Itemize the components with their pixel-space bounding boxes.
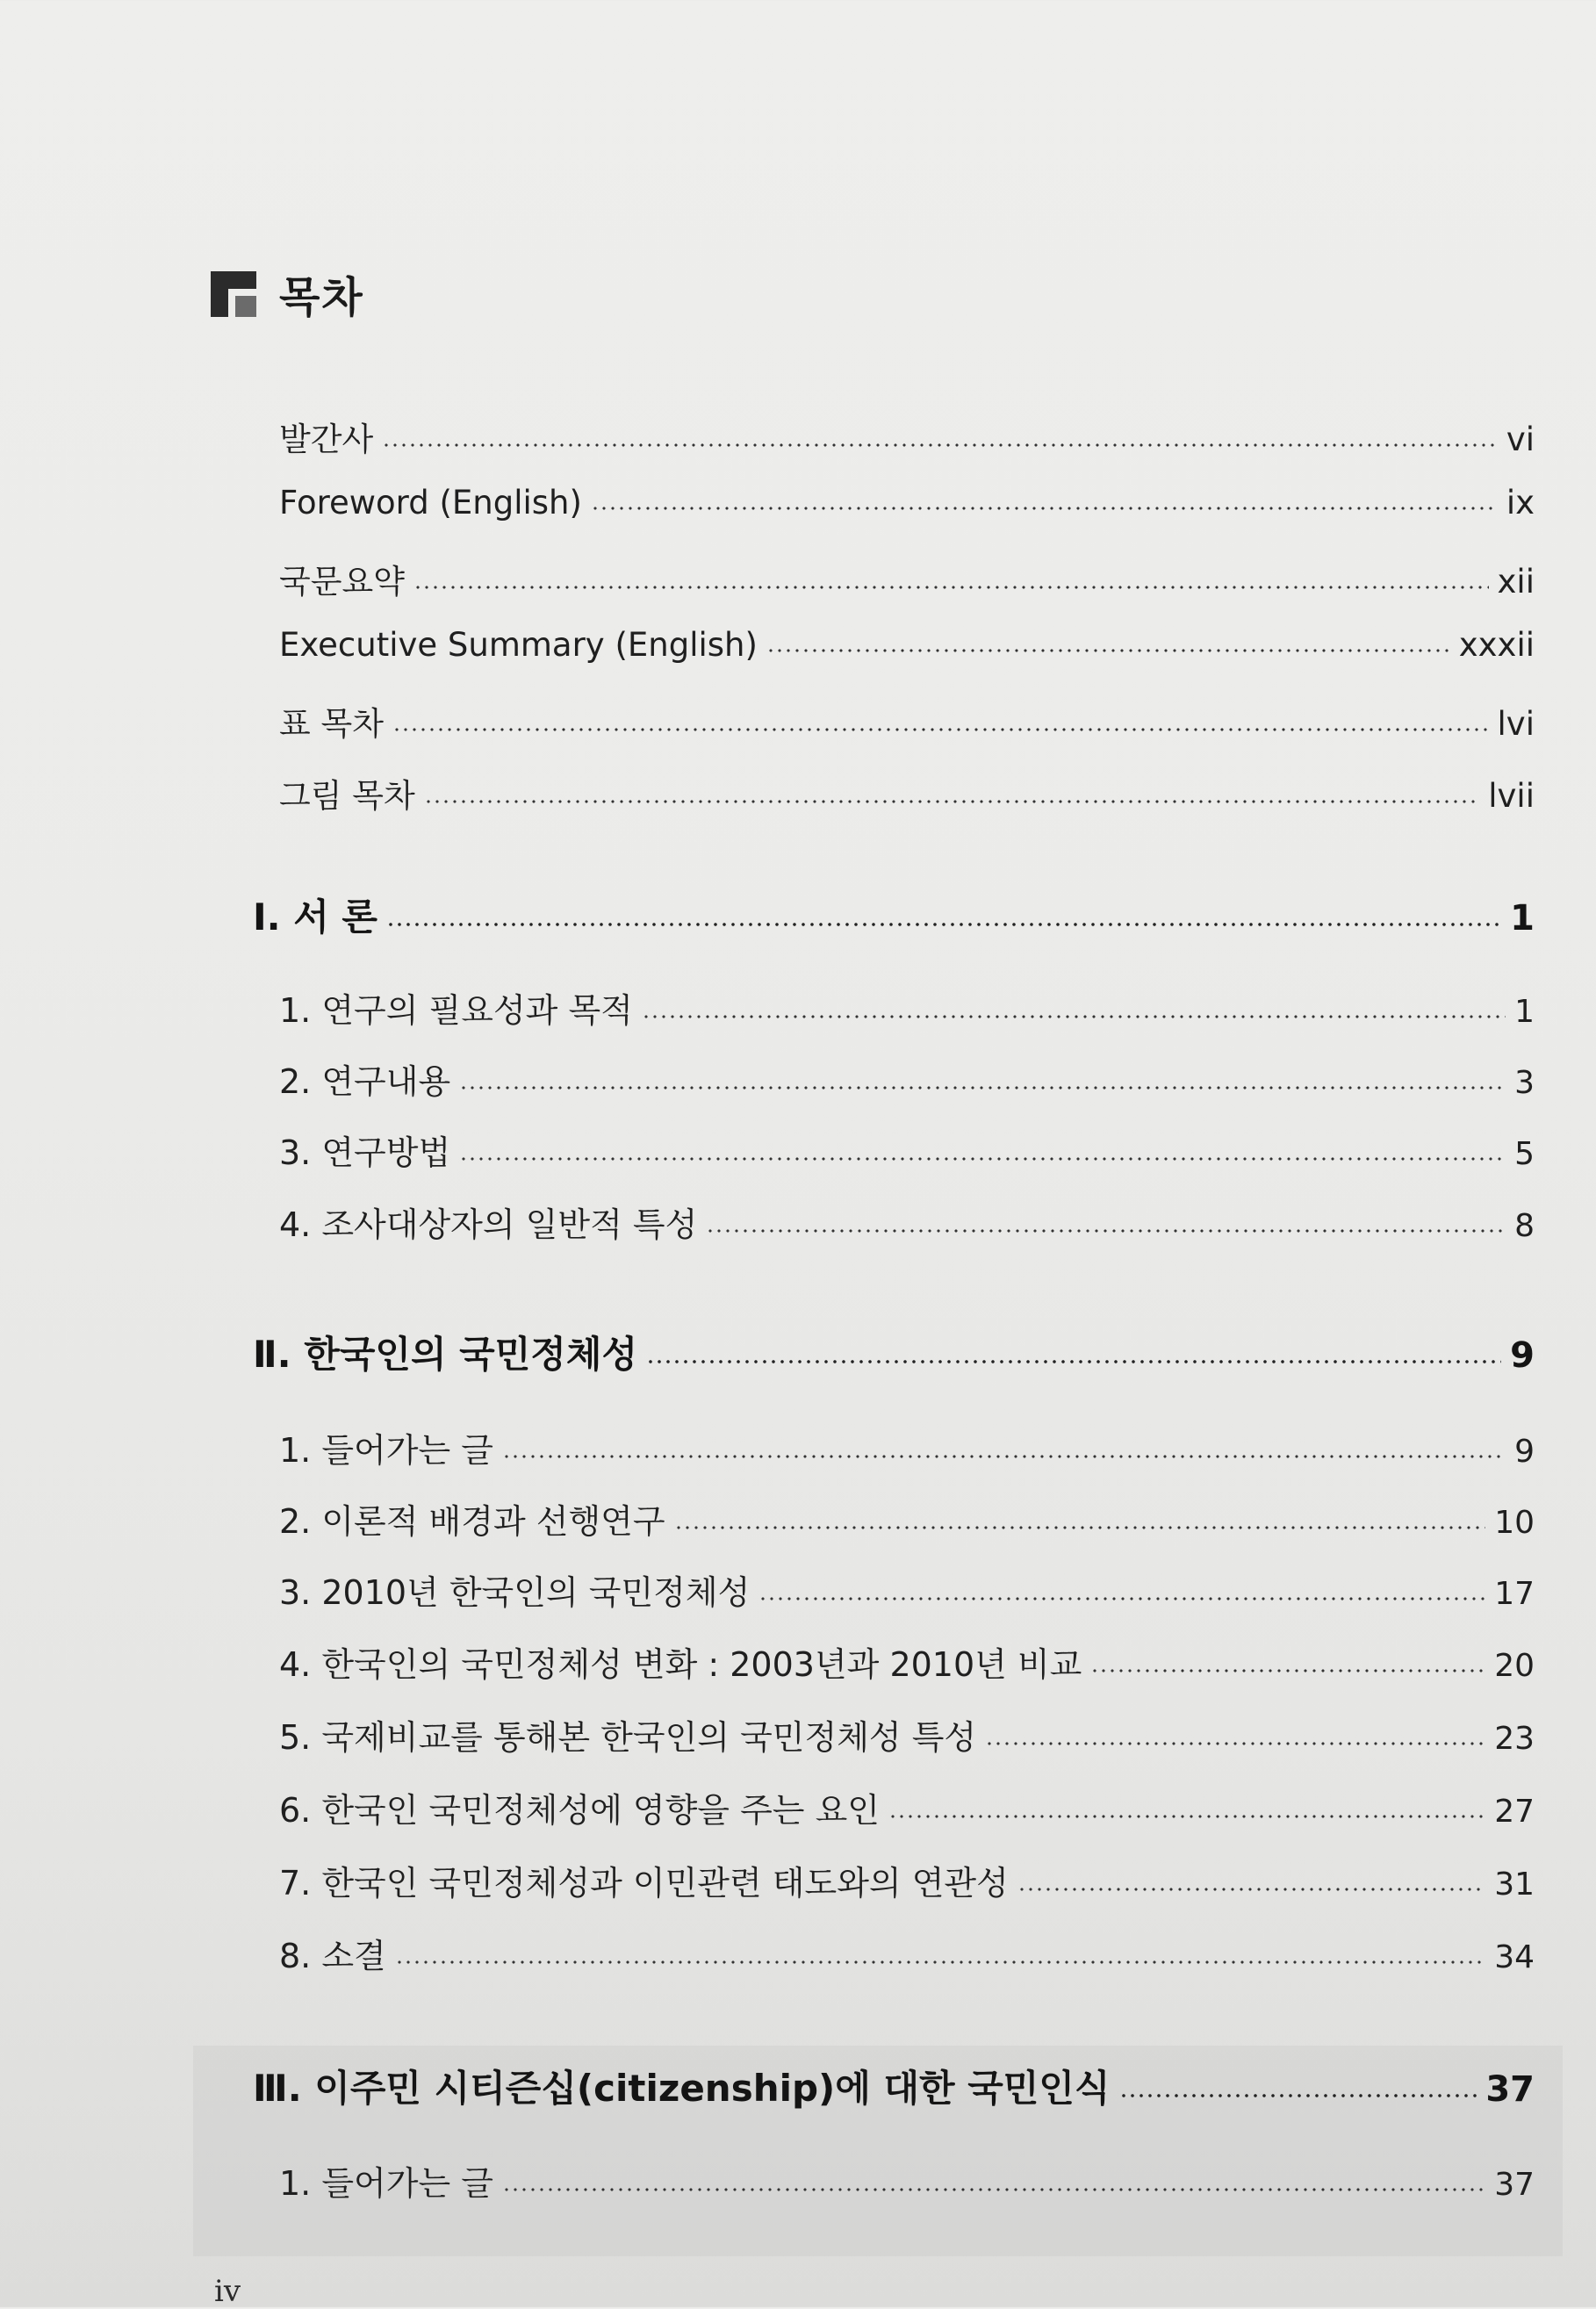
toc-entry-korean-summary[interactable] [279,555,1535,602]
dot-leader [1119,2094,1477,2097]
toc-entry-page: 5 [1514,1136,1535,1172]
toc-section-3-1[interactable] [279,2156,1535,2205]
toc-entry-label: 4. 조사대상자의 일반적 특성 [279,1205,698,1244]
toc-chapter-2[interactable] [253,1326,1535,1378]
toc-entry-page: 9 [1514,1434,1535,1470]
toc-header [211,263,364,324]
dot-leader [459,1086,1506,1090]
dot-leader [985,1742,1485,1745]
dot-leader [706,1229,1506,1233]
dot-leader [1017,1888,1485,1891]
toc-entry-list-of-figures[interactable] [279,769,1535,816]
toc-entry-page: vi [1506,421,1535,458]
toc-entry-page: 27 [1494,1794,1535,1830]
toc-entry-label: 발간사 [279,421,374,458]
toc-entry-page: xxxii [1458,626,1535,664]
toc-section-2-3[interactable] [279,1565,1535,1614]
toc-section-1-1[interactable] [279,983,1535,1032]
toc-section-1-2[interactable] [279,1054,1535,1103]
toc-entry-label: 3. 연구방법 [279,1133,451,1172]
dot-leader [758,1597,1485,1600]
toc-section-1-3[interactable] [279,1126,1535,1174]
toc-section-2-8[interactable] [279,1929,1535,1977]
dot-leader [386,923,1501,926]
toc-chapter-3[interactable] [253,2060,1535,2112]
toc-chapter-page: 9 [1510,1335,1535,1376]
dot-leader [646,1360,1501,1363]
section-mark-icon [211,271,256,317]
dot-leader [502,1455,1506,1458]
toc-entry-page: 23 [1494,1721,1535,1757]
toc-chapter-page: 37 [1485,2069,1535,2110]
dot-leader [674,1526,1486,1529]
toc-entry-page: lvii [1488,777,1535,815]
toc-title: 목차 [279,273,364,322]
toc-entry-label: 국문요약 [279,563,405,601]
toc-entry-label: Foreword (English) [279,484,582,522]
toc-entry-page: 10 [1494,1505,1535,1541]
toc-entry-page: ix [1506,484,1535,522]
toc-entry-label: 8. 소결 [279,1937,386,1975]
toc-entry-preface[interactable] [279,413,1535,460]
dot-leader [459,1157,1506,1161]
toc-entry-label: 1. 들어가는 글 [279,1431,493,1470]
toc-entry-page: 1 [1514,994,1535,1030]
toc-entry-page: 8 [1514,1208,1535,1244]
toc-entry-page: 37 [1494,2167,1535,2203]
toc-entry-page: xii [1497,563,1535,601]
dot-leader [502,2188,1485,2191]
dot-leader [392,728,1489,731]
toc-entry-label: 6. 한국인 국민정체성에 영향을 주는 요인 [279,1791,880,1830]
toc-section-2-6[interactable] [279,1783,1535,1831]
toc-entry-foreword[interactable] [279,484,1535,522]
toc-entry-page: 17 [1494,1576,1535,1612]
dot-leader [766,649,1450,652]
toc-entry-label: 그림 목차 [279,777,415,815]
toc-section-2-7[interactable] [279,1856,1535,1904]
toc-entry-page: lvi [1497,705,1535,743]
toc-entry-label: 4. 한국인의 국민정체성 변화 : 2003년과 2010년 비교 [279,1645,1082,1684]
dot-leader [591,507,1498,510]
dot-leader [424,800,1480,803]
toc-entry-label: 7. 한국인 국민정체성과 이민관련 태도와의 연관성 [279,1864,1009,1903]
toc-section-2-4[interactable] [279,1637,1535,1686]
toc-section-2-1[interactable] [279,1423,1535,1471]
toc-section-1-4[interactable] [279,1198,1535,1246]
toc-entry-executive-summary[interactable] [279,626,1535,664]
toc-entry-page: 3 [1514,1065,1535,1101]
toc-entry-label: 1. 연구의 필요성과 목적 [279,991,633,1030]
dot-leader [888,1815,1485,1818]
toc-entry-label: 3. 2010년 한국인의 국민정체성 [279,1573,751,1612]
toc-chapter-label: Ⅲ. 이주민 시티즌십(citizenship)에 대한 국민인식 [253,2067,1111,2110]
dot-leader [1090,1669,1485,1672]
toc-chapter-1[interactable] [253,888,1535,941]
toc-entry-label: Executive Summary (English) [279,626,758,664]
toc-chapter-label: Ⅱ. 한국인의 국민정체성 [253,1333,638,1376]
dot-leader [413,586,1489,589]
dot-leader [382,443,1498,447]
toc-entry-label: 1. 들어가는 글 [279,2164,493,2203]
toc-entry-label: 표 목차 [279,705,384,743]
toc-entry-label: 2. 이론적 배경과 선행연구 [279,1502,665,1541]
toc-entry-page: 31 [1494,1867,1535,1903]
toc-entry-page: 20 [1494,1648,1535,1684]
page-number: iv [214,2274,241,2309]
toc-entry-list-of-tables[interactable] [279,697,1535,744]
toc-chapter-page: 1 [1510,898,1535,939]
dot-leader [395,1960,1485,1964]
toc-section-2-2[interactable] [279,1494,1535,1543]
toc-entry-page: 34 [1494,1939,1535,1975]
toc-section-2-5[interactable] [279,1710,1535,1759]
toc-entry-label: 5. 국제비교를 통해본 한국인의 국민정체성 특성 [279,1718,977,1757]
dot-leader [642,1015,1506,1018]
toc-entry-label: 2. 연구내용 [279,1062,451,1101]
toc-chapter-label: Ⅰ. 서 론 [253,896,377,939]
